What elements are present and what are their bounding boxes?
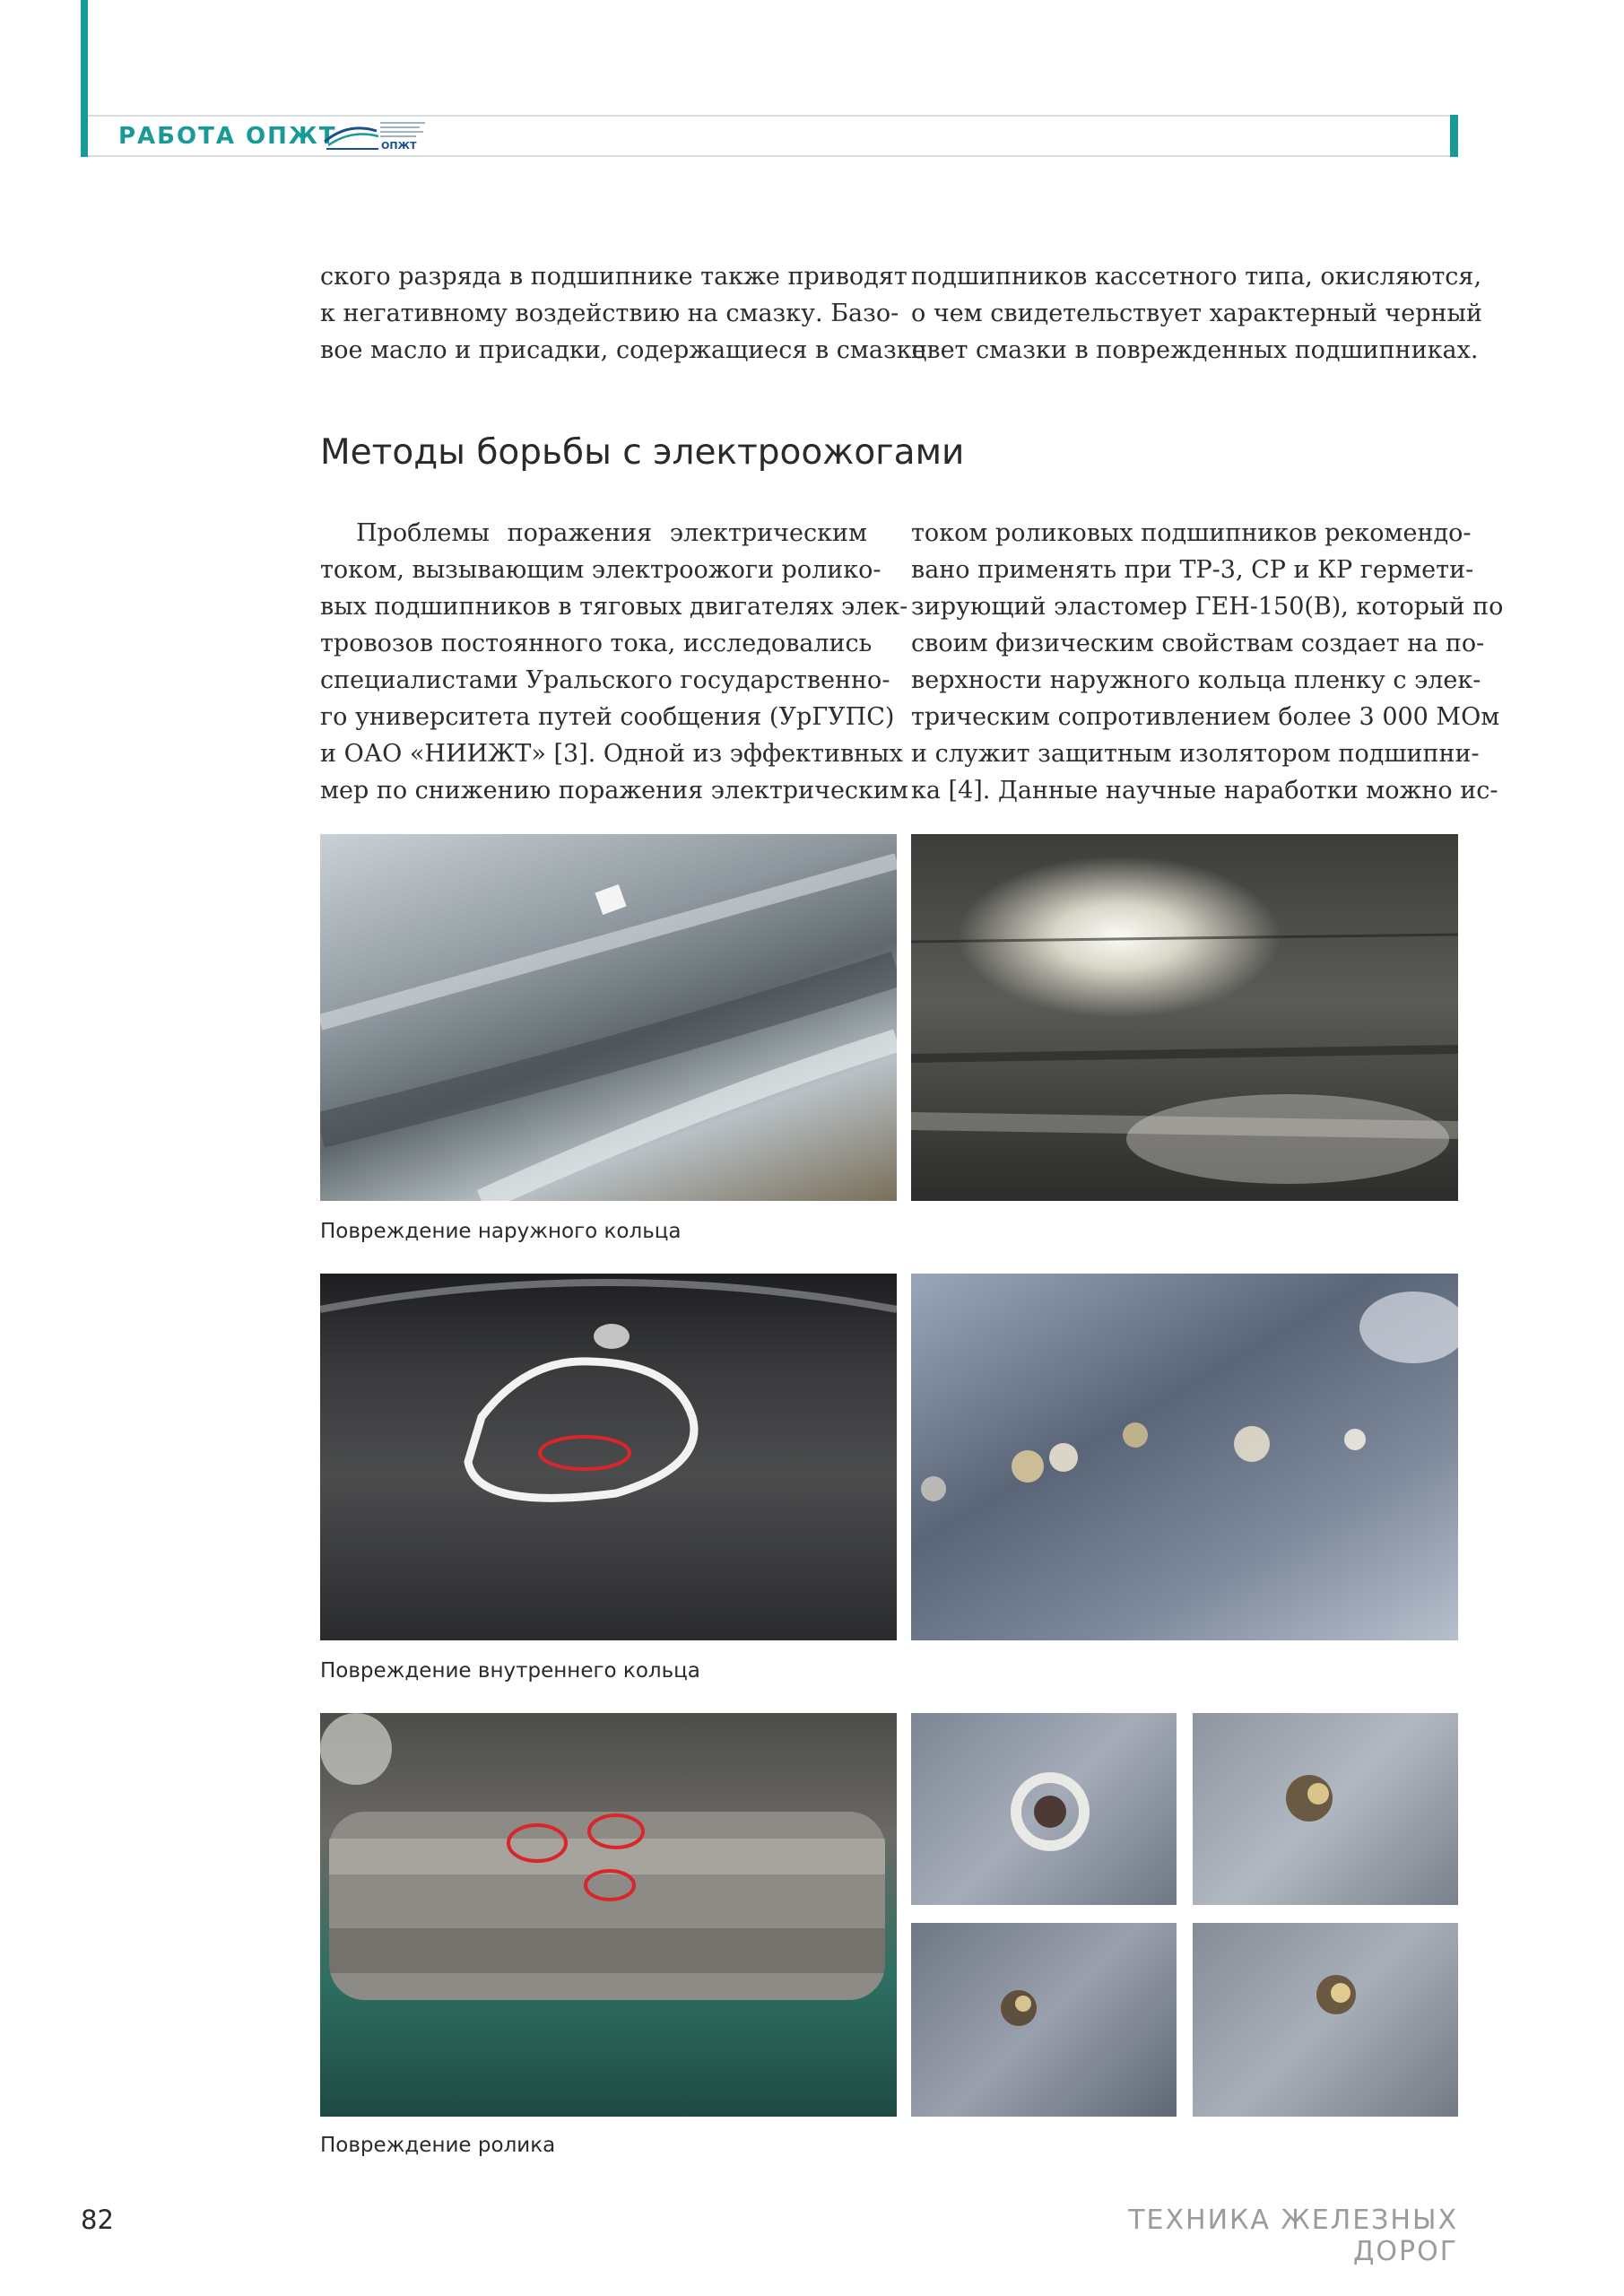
text-line: мер по снижению поражения электрическим bbox=[320, 777, 908, 804]
section-label: РАБОТА ОПЖТ bbox=[118, 123, 337, 150]
caption-roller: Повреждение ролика bbox=[320, 2134, 556, 2157]
photo-roller-overview bbox=[320, 1713, 897, 2117]
text-line: током, вызывающим электроожоги ролико- bbox=[320, 556, 881, 584]
journal-title: ТЕХНИКА ЖЕЛЕЗНЫХ ДОРОГ bbox=[1128, 2205, 1458, 2267]
body-text-left bbox=[320, 515, 908, 809]
photo-inner-ring-closeup bbox=[911, 1274, 1458, 1640]
text-line: своим физическим свойствам создает на по- bbox=[911, 630, 1485, 657]
header-accent-bar bbox=[81, 0, 88, 157]
text-line: вано применять при ТР-3, СР и КР гермети- bbox=[911, 556, 1474, 584]
highlight-ring-marking bbox=[468, 1361, 694, 1498]
text-line: цвет смазки в поврежденных подшипниках. bbox=[911, 336, 1479, 364]
text-line: зирующий эластомер ГЕН-150(В), который по bbox=[911, 593, 1504, 621]
text-line: и ОАО «НИИЖТ» [3]. Одной из эффективных bbox=[320, 740, 903, 768]
page-number: 82 bbox=[81, 2205, 114, 2235]
text-line: к негативному воздействию на смазку. Базо- bbox=[320, 300, 899, 327]
photo-outer-ring-closeup bbox=[911, 834, 1458, 1201]
text-line: ского разряда в подшипнике также приводят bbox=[320, 263, 908, 291]
photo-roller-closeup-1 bbox=[911, 1713, 1177, 1905]
text-line: вое масло и присадки, содержащиеся в смазке bbox=[320, 336, 926, 364]
photo-roller-closeup-2 bbox=[1193, 1713, 1458, 1905]
text-line: верхности наружного кольца пленку с элек- bbox=[911, 666, 1481, 694]
photo-roller-closeup-4 bbox=[1193, 1923, 1458, 2117]
photo-inner-ring-overview bbox=[320, 1274, 897, 1640]
text-line: вых подшипников в тяговых двигателях элек- bbox=[320, 593, 908, 621]
text-line: током роликовых подшипников рекомендо- bbox=[911, 519, 1472, 547]
text-line: ка [4]. Данные научные наработки можно ис- bbox=[911, 777, 1498, 804]
section-heading: Методы борьбы с электроожогами bbox=[320, 432, 965, 473]
continued-text-left bbox=[320, 258, 926, 369]
caption-outer-ring: Повреждение наружного кольца bbox=[320, 1220, 682, 1243]
damage-marker-circle bbox=[540, 1437, 630, 1469]
photo-outer-ring-overview bbox=[320, 834, 897, 1201]
caption-inner-ring: Повреждение внутреннего кольца bbox=[320, 1659, 700, 1683]
logo-wordmark: ОПЖТ bbox=[381, 140, 417, 152]
text-line: тровозов постоянного тока, исследовались bbox=[320, 630, 873, 657]
body-text-right bbox=[911, 515, 1504, 809]
text-line: специалистами Уральского государственно- bbox=[320, 666, 890, 694]
header-end-bar bbox=[1450, 115, 1458, 157]
text-line: трическим сопротивлением более 3 000 МОм bbox=[911, 703, 1500, 731]
text-line: го университета путей сообщения (УрГУПС) bbox=[320, 703, 895, 731]
text-line: Проблемы поражения электрическим bbox=[356, 519, 867, 547]
text-line: подшипников кассетного типа, окисляются, bbox=[911, 263, 1482, 291]
header-rule-top bbox=[88, 115, 1450, 117]
text-line: о чем свидетельствует характерный черный bbox=[911, 300, 1483, 327]
continued-text-right bbox=[911, 258, 1483, 369]
header-rule-bottom bbox=[88, 155, 1450, 157]
text-line: и служит защитным изолятором подшипни- bbox=[911, 740, 1480, 768]
photo-roller-closeup-3 bbox=[911, 1923, 1177, 2117]
